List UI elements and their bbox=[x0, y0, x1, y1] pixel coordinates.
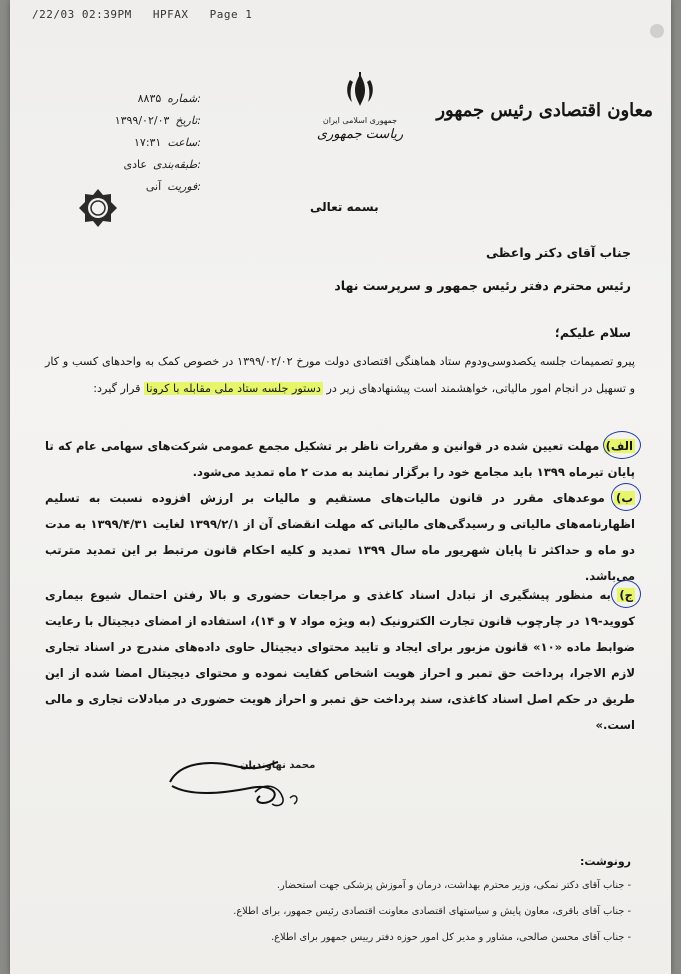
paper-corner-mark bbox=[650, 24, 664, 38]
meta-row-date bbox=[81, 110, 201, 132]
intro-highlighted-text: دستور جلسه ستاد ملی مقابله با کرونا bbox=[146, 382, 321, 395]
fax-datetime: /22/03 02:39PM bbox=[32, 8, 132, 21]
fax-page: Page 1 bbox=[209, 8, 253, 21]
fax-header bbox=[32, 8, 266, 21]
meta-label: ساعت: bbox=[167, 136, 201, 149]
iran-emblem-icon bbox=[340, 70, 380, 110]
besm-heading: بسمه تعالی bbox=[310, 200, 379, 214]
pen-circle-mark bbox=[611, 483, 641, 511]
meta-row-classification bbox=[81, 154, 201, 176]
pen-circle-mark bbox=[611, 580, 641, 608]
addressee-name: جناب آقای دکتر واعظی bbox=[485, 245, 631, 260]
cc-item: - جناب آقای دکتر نمکی، وزیر محترم بهداشت، درمان و آموزش پزشکی جهت استحضار. bbox=[276, 880, 631, 891]
cc-heading: رونوشت: bbox=[579, 855, 631, 868]
signatory-name: محمد نهاوندیان bbox=[240, 760, 316, 771]
item-b-paragraph bbox=[45, 485, 635, 589]
item-c-marker: ج) bbox=[619, 588, 633, 602]
meta-value: آنی bbox=[145, 180, 162, 193]
letter-page bbox=[10, 0, 671, 974]
pen-circle-mark bbox=[603, 431, 641, 459]
emblem-block bbox=[310, 70, 410, 142]
meta-label: تاریخ: bbox=[175, 114, 201, 127]
item-a-marker: الف) bbox=[605, 439, 633, 453]
intro-text-end: قرار گیرد: bbox=[93, 382, 145, 395]
item-a-text: مهلت تعیین شده در قوانین و مقررات ناظر بر تشکیل مجمع عمومی شرکت‌های سهامی عام که تا پایان تیرماه ۱۳۹۹ باید مجامع خود را برگزار نمایند به مدت ۲ ماه تمدید می‌شود. bbox=[45, 439, 635, 479]
intro-text: پیرو تصمیمات جلسه یکصدوسی‌ودوم ستاد هماهنگی اقتصادی دولت مورخ ۱۳۹۹/۰۲/۰۲ در خصوص کمک به واحدهای کسب و کار و تسهیل در انجام امور مالیاتی، خواهشمند است پیشنهادهای زیر در bbox=[45, 355, 635, 395]
item-b-marker: ب) bbox=[616, 491, 633, 505]
meta-row-number bbox=[81, 88, 201, 110]
item-c-paragraph bbox=[45, 582, 635, 738]
office-title: معاون اقتصادی رئیس جمهور bbox=[436, 100, 653, 121]
addressee-title: رئیس محترم دفتر رئیس جمهور و سرپرست نهاد bbox=[334, 278, 631, 293]
emblem-caption-country: جمهوری اسلامی ایران bbox=[322, 116, 398, 125]
cc-item: - جناب آقای باقری، معاون پایش و سیاستهای اقتصادی معاونت اقتصادی رئیس جمهور، برای اطلاع. bbox=[233, 906, 631, 917]
meta-value: ۸۸۳۵ bbox=[137, 92, 162, 105]
meta-label: شماره: bbox=[167, 92, 201, 105]
meta-label: فوریت: bbox=[167, 180, 201, 193]
greeting: سلام علیکم؛ bbox=[554, 325, 631, 340]
cc-item: - جناب آقای محسن صالحی، مشاور و مدیر کل امور حوزه دفتر رییس جمهور برای اطلاع. bbox=[271, 932, 631, 943]
item-b-text: موعدهای مقرر در قانون مالیات‌های مستقیم و مالیات بر ارزش افزوده نسبت به تسلیم اظهارنامه‌های مالیاتی و رسیدگی‌های مالیاتی که مهلت انقضای آن از ۱۳۹۹/۲/۱ لغایت ۱۳۹۹/۴/۳۱ به مدت دو ماه و حداکثر تا پایان شهریور ماه سال ۱۳۹۹ تمدید و کلیه احکام قانون مرتبط بر این تمدید مترتب می‌باشد. bbox=[45, 491, 635, 583]
intro-paragraph bbox=[45, 348, 635, 402]
fax-sender: HPFAX bbox=[152, 8, 189, 21]
meta-value: ۱۳۹۹/۰۲/۰۳ bbox=[114, 114, 170, 127]
emblem-caption-presidency: ریاست جمهوری bbox=[316, 127, 404, 142]
meta-label: طبقه‌بندی: bbox=[152, 158, 201, 171]
meta-row-time bbox=[81, 132, 201, 154]
meta-value: ۱۷:۳۱ bbox=[134, 136, 162, 149]
handwritten-signature-icon bbox=[160, 752, 320, 812]
meta-value: عادی bbox=[123, 158, 147, 171]
item-a-paragraph bbox=[45, 433, 635, 485]
office-seal-icon bbox=[78, 188, 118, 228]
letter-meta bbox=[81, 88, 201, 198]
item-c-text: به منظور پیشگیری از تبادل اسناد کاغذی و مراجعات حضوری و بالا رفتن احتمال شیوع بیماری کووید-۱۹ در چارچوب قانون تجارت الکترونیک (به ویژه مواد ۷ و ۱۴)، استفاده از امضای دیجیتال با رعایت ضوابط ماده «۱۰» قانون مزبور برای ایجاد و تایید محتوای دیجیتال حاوی داده‌های مندرج در اسناد تجاری لازم الاجرا، پرداخت حق تمبر و احراز هویت اشخاص کفایت نموده و محتوای دیجیتال امضا شده از این طریق در حکم اصل اسناد کاغذی، سند پرداخت حق تمبر و احراز هویت حضوری در مبادلات تجاری و مالی است.» bbox=[45, 588, 636, 732]
